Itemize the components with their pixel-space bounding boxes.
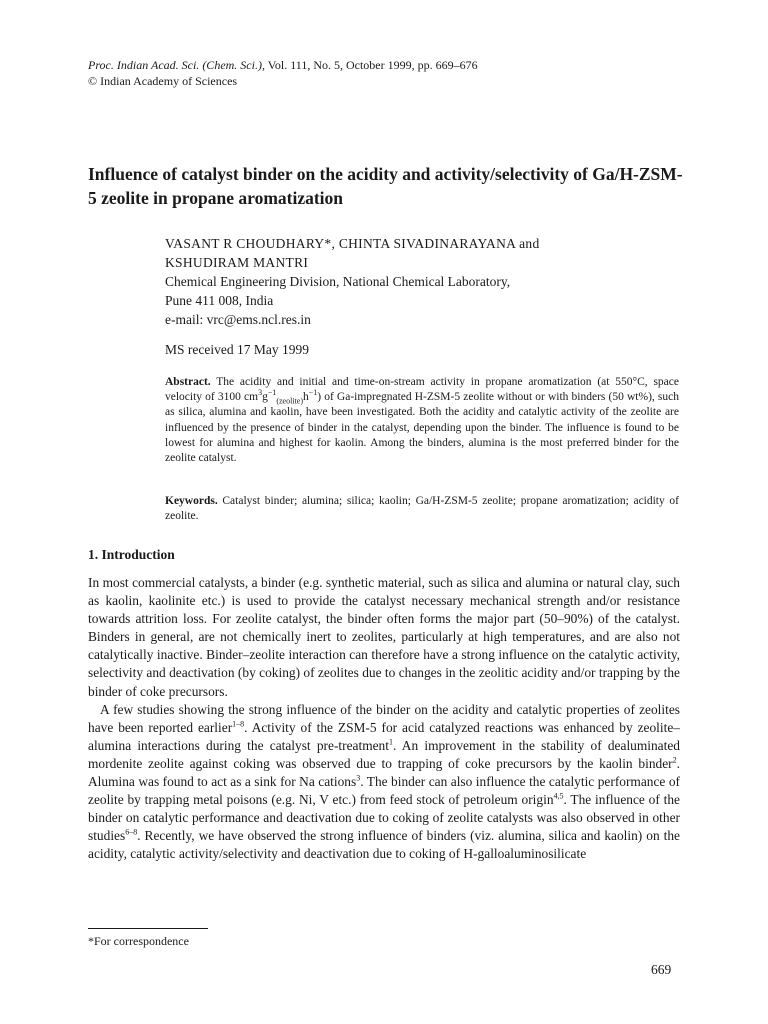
abstract-sup-1: 3 [258, 388, 263, 398]
p2-text-f: . The influence of the binder on catalytic performance and deactivation due to coking of zeolite catalysts was also observed in other studies [88, 792, 680, 844]
introduction-paragraph-1: In most commercial catalysts, a binder (e.g. synthetic material, such as silica and alumina or natural clay, such as kaolin, kaolinite etc.) is used to provide the catalyst necessary mechanical strength and/or resistance towards attrition loss. For zeolite catalyst, the binder often forms the major part (50–90%) of the catalyst. Binders in general, are not chemically inert to zeolites, particularly at high temperatures, and are also not catalytically inactive. Binder–zeolite interaction can therefore have a strong influence on the catalytic activity, selectivity and deactivation (by coking) of zeolites due to changes in the zeolitic acidity and/or trapping by the binder of coke precursors. [88, 575, 680, 699]
abstract [165, 375, 679, 466]
abstract-text-1: The acidity and initial and time-on-stream activity in propane aromatization (at 550°C, space velocity of 3100 cm [165, 376, 679, 404]
journal-section: (Chem. Sci.) [202, 58, 262, 72]
p2-text-c: . An improvement in the stability of dealuminated mordenite zeolite against coking was observed due to trapping of coke precursors by the kaolin binder [88, 737, 680, 771]
section-heading-introduction: 1. Introduction [88, 547, 175, 562]
citation-ref: 4,5 [553, 791, 564, 801]
citation-ref: 6–8 [125, 827, 138, 837]
copyright-line: © Indian Academy of Sciences [88, 74, 238, 88]
keywords-label: Keywords. [165, 495, 218, 507]
citation-ref: 2 [672, 755, 677, 765]
author-block [165, 234, 685, 329]
abstract-label: Abstract. [165, 376, 211, 388]
citation-ref: 3 [356, 773, 361, 783]
journal-citation-details: , Vol. 111, No. 5, October 1999, pp. 669–676 [261, 58, 478, 72]
p2-text-g: . Recently, we have observed the strong influence of binders (viz. alumina, silica and kaolin) on the acidity, catalytic activity/selectivity and deactivation due to coking of H-galloaluminosilicate [88, 828, 680, 862]
abstract-sup-3: −1 [308, 388, 318, 398]
citation-ref: 1 [388, 737, 393, 747]
authors-line-1: VASANT R CHOUDHARY*, CHINTA SIVADINARAYANA and [165, 236, 540, 251]
author-email: e-mail: vrc@ems.ncl.res.in [165, 312, 311, 327]
article-title: Influence of catalyst binder on the acidity and activity/selectivity of Ga/H-ZSM-5 zeolite in propane aromatization [88, 164, 683, 208]
journal-name: Proc. Indian Acad. Sci. [88, 58, 200, 72]
abstract-text-3: h [302, 391, 309, 404]
citation-ref: 1–8 [232, 719, 245, 729]
p2-text-d: . Alumina was found to act as a sink for Na cations [88, 755, 680, 790]
introduction-body [88, 574, 680, 864]
abstract-sub-1: (zeolite) [276, 396, 303, 406]
keywords-text: Catalyst binder; alumina; silica; kaolin; Ga/H-ZSM-5 zeolite; propane aromatization; acidity of zeolite. [165, 495, 679, 523]
affiliation-line-1: Chemical Engineering Division, National Chemical Laboratory, [165, 274, 511, 289]
authors-line-2: KSHUDIRAM MANTRI [165, 255, 309, 270]
received-date: MS received 17 May 1999 [165, 342, 309, 357]
page-number: 669 [651, 962, 672, 977]
journal-citation [88, 57, 478, 73]
abstract-text-4: ) of Ga-impregnated H-ZSM-5 zeolite without or with binders (50 wt%), such as silica, alumina and kaolin, have been investigated. Both the acidity and catalytic activity of the zeolite are influenced by the presence of binder in the catalyst, depending upon the binder. The influence is found to be lowest for alumina and highest for kaolin. Among the binders, alumina is the most preferred binder for the zeolite catalyst. [165, 391, 679, 465]
p2-text-e: . The binder can also influence the catalytic performance of zeolite by trapping metal poisons (e.g. Ni, V etc.) from feed stock of petroleum origin [88, 774, 680, 808]
journal-header [88, 57, 478, 89]
p2-text-a: A few studies showing the strong influence of the binder on the acidity and catalytic properties of zeolites have been reported earlier [88, 701, 680, 735]
footnote-divider [88, 928, 208, 929]
keywords [165, 494, 679, 524]
footnote-correspondence: *For correspondence [88, 934, 189, 948]
p2-text-b: . Activity of the ZSM-5 for acid catalyzed reactions was enhanced by zeolite–alumina interactions during the catalyst pre-treatment [88, 719, 680, 753]
introduction-paragraph-2 [88, 701, 680, 864]
affiliation-line-2: Pune 411 008, India [165, 293, 274, 308]
abstract-text-2: g [262, 391, 268, 404]
abstract-sup-2: −1 [267, 388, 277, 398]
